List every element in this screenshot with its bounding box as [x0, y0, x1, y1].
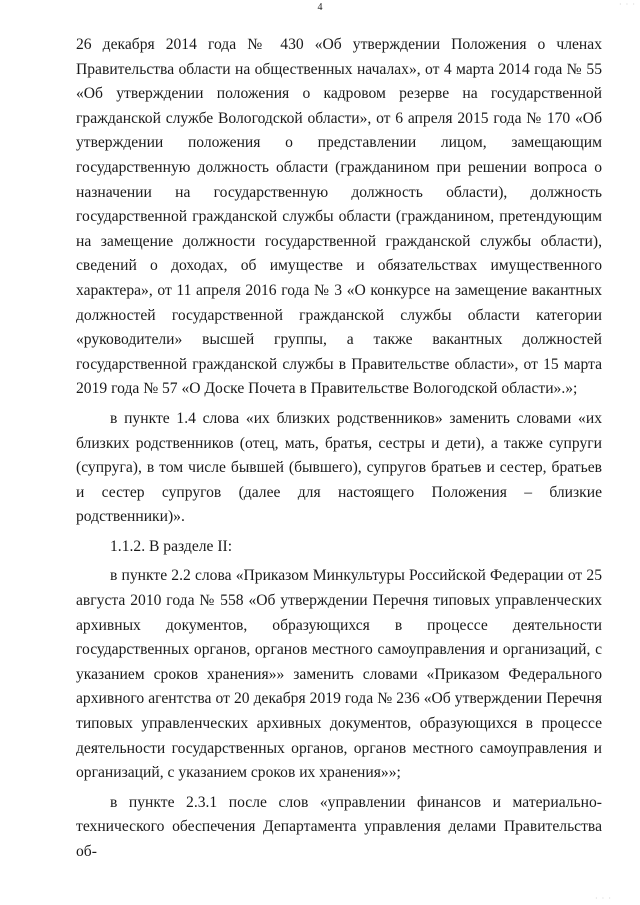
scan-artifact-bottom: · · ·: [595, 894, 612, 903]
page-number: 4: [317, 2, 323, 13]
paragraph-item-1-4: в пункте 1.4 слова «их близких родственников» заменить словами «их близких родственников (отец, мать, братья, сестры и дети), а также супруги (супруга), в том числе бывшей (бывшего), супругов братьев и сестер, братьев и сестер супругов (далее для настоящего Положения – близкие родственники)».: [76, 409, 602, 526]
scan-artifact-top: · · ·: [619, 0, 636, 9]
document-body: [76, 33, 602, 865]
section-heading-1-1-2: 1.1.2. В разделе II:: [110, 537, 233, 555]
paragraph-continuation: 26 декабря 2014 года № 430 «Об утверждении Положения о членах Правительства области на общественных началах», от 4 марта 2014 года № 55 «Об утверждении положения о кадровом резерве на государственной гражданской службе Вологодской области», от 6 апреля 2015 года № 170 «Об утверждении положения о представлении лицом, замещающим государственную должность области (гражданином при решении вопроса о назначении на государственную должность области), должность государственной гражданской службы области (гражданином, претендующим на замещение должности государственной гражданской службы области), сведений о доходах, об имуществе и обязательствах имущественного характера», от 11 апреля 2016 года № 3 «О конкурсе на замещение вакантных должностей государственной гражданской службы области категории «руководители» высшей группы, а также вакантных должностей государственной гражданской службы в Правительстве области», от 15 марта 2019 года № 57 «О Доске Почета в Правительстве Вологодской области».»;: [76, 36, 602, 398]
paragraph-item-2-2: в пункте 2.2 слова «Приказом Минкультуры Российской Федерации от 25 августа 2010 года № 558 «Об утверждении Перечня типовых управленческих архивных документов, образующихся в процессе деятельности государственных органов, органов местного самоуправления и организаций, с указанием сроков хранения»» заменить словами «Приказом Федерального архивного агентства от 20 декабря 2019 года № 236 «Об утверждении Перечня типовых управленческих архивных документов, образующихся в процессе деятельности государственных органов, органов местного самоуправления и организаций, с указанием сроков их хранения»»;: [76, 567, 602, 782]
paragraph-item-2-3-1: в пункте 2.3.1 после слов «управлении финансов и материально-технического обеспечения Департамента управления делами Правительства об-: [76, 793, 602, 860]
